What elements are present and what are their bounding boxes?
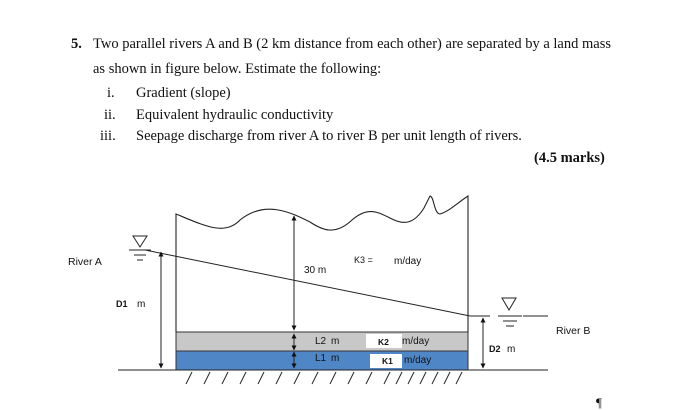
question-text-line2: as shown in figure below. Estimate the following: xyxy=(93,61,382,77)
d2-label: D2 xyxy=(489,344,501,354)
d1-label: D1 xyxy=(116,299,128,309)
river-b-label: River B xyxy=(556,325,591,337)
k3-label: K3 = xyxy=(354,255,373,265)
l1-label: L1 xyxy=(315,353,327,364)
l1-unit: m xyxy=(331,353,340,364)
k1-unit: m/day xyxy=(404,355,432,366)
k2-label: K2 xyxy=(378,337,389,347)
l2-label: L2 xyxy=(315,336,327,347)
k1-label: K1 xyxy=(382,356,393,366)
l2-unit: m xyxy=(331,336,340,347)
river-b-water-symbol xyxy=(498,298,522,326)
marks-label: (4.5 marks) xyxy=(534,150,605,166)
d2-unit: m xyxy=(507,344,516,355)
d1-unit: m xyxy=(137,299,146,310)
item-numeral-1: i. xyxy=(107,85,115,101)
land-surface xyxy=(176,196,468,332)
item-numeral-2: ii. xyxy=(104,107,116,123)
river-a-water-symbol xyxy=(129,236,151,260)
river-a-label: River A xyxy=(68,256,102,268)
hydraulic-gradient-line xyxy=(145,250,470,316)
item-text-1: Gradient (slope) xyxy=(136,85,231,101)
item-numeral-3: iii. xyxy=(100,128,116,144)
k2-unit: m/day xyxy=(402,336,430,347)
question-text-line1: Two parallel rivers A and B (2 km distance from each other) are separated by a land mass xyxy=(93,36,611,52)
ground-hatching xyxy=(186,372,462,384)
k3-unit: m/day xyxy=(394,256,422,267)
pilcrow-mark: ¶ xyxy=(596,395,602,410)
depth-30-label: 30 m xyxy=(304,265,327,276)
question-number: 5. xyxy=(71,36,82,52)
item-text-3: Seepage discharge from river A to river B per unit length of rivers. xyxy=(136,128,522,144)
item-text-2: Equivalent hydraulic conductivity xyxy=(136,107,334,123)
